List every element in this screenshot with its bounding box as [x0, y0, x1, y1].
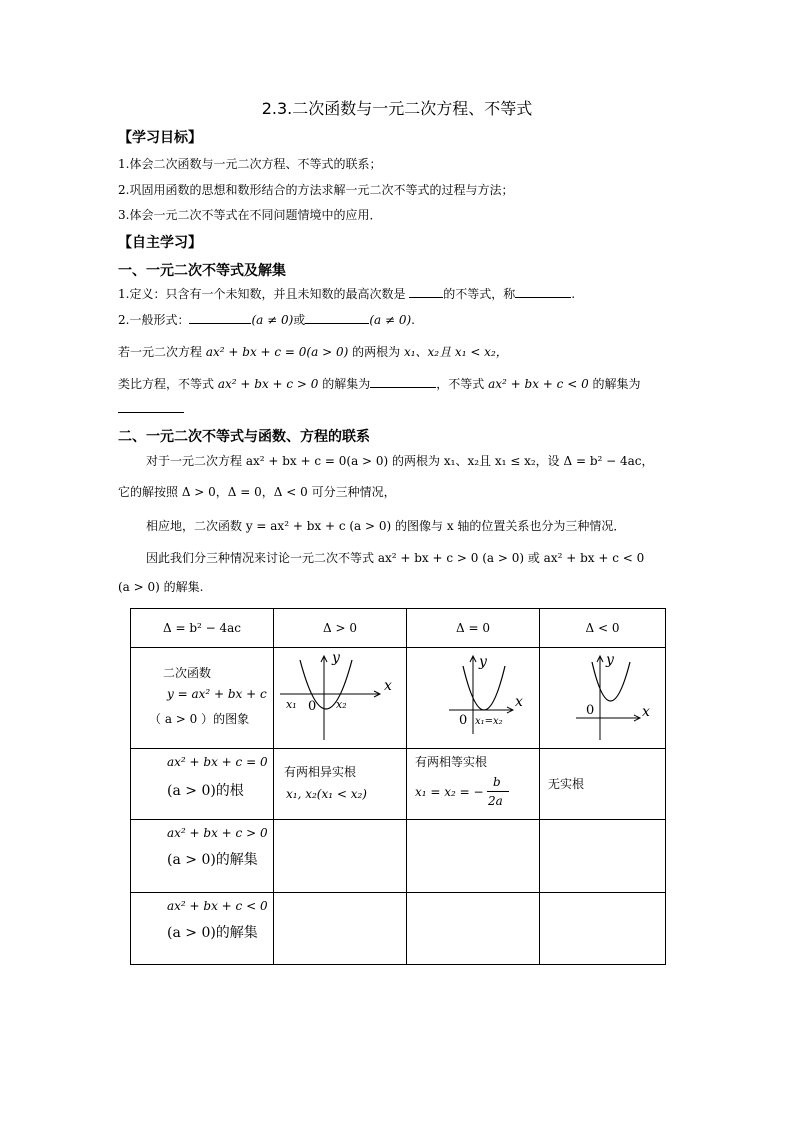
roots-text-b: 的两根为	[352, 345, 401, 359]
general-form-line	[118, 311, 415, 329]
form-cond1: (a ≠ 0)	[251, 313, 294, 327]
header-cell: Δ = b² − 4ac	[131, 609, 274, 648]
label-line: ax² + bx + c = 0	[167, 755, 268, 769]
header-cell: Δ > 0	[274, 609, 407, 648]
answer-cell[interactable]	[274, 893, 407, 965]
fraction-bar	[487, 791, 509, 792]
paragraph: 因此我们分三种情况来讨论一元二次不等式 ax² + bx + c > 0 (a > 0) 或 ax² + bx + c < 0	[146, 551, 645, 565]
y-axis-label: y	[479, 654, 487, 670]
blank-form2[interactable]	[305, 311, 369, 324]
answer-cell[interactable]	[274, 820, 407, 893]
row-label-graph	[131, 648, 274, 749]
answer-cell[interactable]	[407, 820, 540, 893]
graph-cell-delta-zero	[407, 648, 540, 749]
x-axis-label: x	[515, 694, 523, 710]
page-title: 2.3.二次函数与一元二次方程、不等式	[261, 99, 533, 118]
form-end: .	[411, 313, 415, 327]
origin-label: 0	[459, 713, 468, 728]
def-text-b: 的不等式，称	[443, 287, 516, 301]
label-line: 二次函数	[163, 666, 212, 680]
analog-ineq1: ax² + bx + c > 0	[217, 377, 319, 391]
analogy-line	[118, 375, 641, 393]
comparison-table	[130, 608, 666, 965]
paragraph: 它的解按照 Δ > 0，Δ = 0，Δ < 0 可分三种情况，	[118, 485, 396, 499]
row-label-roots	[131, 749, 274, 820]
parabola-no-roots-graph	[540, 648, 665, 745]
origin-label: 0	[308, 699, 317, 714]
double-root-label: x₁=x₂	[475, 716, 503, 727]
paragraph: (a > 0) 的解集.	[118, 580, 204, 594]
blank-name[interactable]	[515, 285, 571, 298]
self-study-heading: 【自主学习】	[118, 235, 202, 251]
header-cell: Δ < 0	[540, 609, 666, 648]
roots-text: 有两相异实根	[284, 765, 357, 779]
analog-text-c: ，不等式	[436, 377, 485, 391]
roots-expression: x₁, x₂(x₁ < x₂)	[286, 787, 367, 801]
x-axis-label: x	[384, 678, 392, 694]
def-text-a: 1.定义：只含有一个未知数，并且未知数的最高次数是	[118, 287, 406, 301]
roots-cell-none	[540, 749, 666, 820]
analogy-line-2	[118, 400, 184, 418]
roots-equation: ax² + bx + c = 0(a > 0)	[205, 345, 349, 359]
roots-cell-distinct	[274, 749, 407, 820]
form-cond2: (a ≠ 0)	[369, 313, 412, 327]
y-axis-label: y	[606, 652, 614, 668]
goals-heading: 【学习目标】	[118, 130, 202, 146]
label-line: (a > 0)的解集	[167, 852, 258, 868]
blank-solution2[interactable]	[118, 400, 184, 413]
roots-cell-equal	[407, 749, 540, 820]
roots-text-c: x₁、x₂且 x₁ < x₂，	[403, 345, 508, 359]
roots-text: 无实根	[548, 777, 585, 791]
roots-text: 有两相等实根	[415, 755, 488, 769]
fraction-numerator: b	[493, 775, 501, 789]
label-line: (a > 0)的解集	[167, 925, 258, 941]
part1-heading: 一、一元二次不等式及解集	[118, 263, 286, 279]
root-x2-label: x₂	[336, 698, 347, 711]
answer-cell[interactable]	[540, 893, 666, 965]
analog-text-b: 的解集为	[322, 377, 371, 391]
part2-heading: 二、一元二次不等式与函数、方程的联系	[118, 429, 370, 445]
fraction-denominator: 2a	[488, 794, 503, 808]
blank-solution1[interactable]	[370, 375, 436, 388]
answer-cell[interactable]	[540, 820, 666, 893]
parabola-double-root-graph	[407, 648, 539, 745]
graph-cell-delta-negative	[540, 648, 666, 749]
roots-expression: x₁ = x₂ = −	[415, 785, 484, 799]
origin-label: 0	[586, 703, 595, 718]
definition-line	[118, 285, 575, 303]
roots-text-a: 若一元二次方程	[118, 345, 203, 359]
analog-text-d: 的解集为	[592, 377, 641, 391]
blank-degree[interactable]	[409, 285, 443, 298]
label-line: ax² + bx + c < 0	[167, 899, 268, 913]
def-text-c: .	[571, 287, 576, 301]
y-axis-label: y	[332, 650, 340, 666]
analog-text-a: 类比方程，不等式	[118, 377, 215, 391]
root-x1-label: x₁	[286, 698, 297, 711]
label-line: (a > 0)的根	[167, 783, 244, 799]
header-cell: Δ = 0	[407, 609, 540, 648]
paragraph: 相应地，二次函数 y = ax² + bx + c (a > 0) 的图像与 x 轴的位置关系也分为三种情况．	[146, 519, 626, 533]
form-text-a: 2.一般形式：	[118, 313, 190, 327]
goal-item: 2.巩固用函数的思想和数形结合的方法求解一元二次不等式的过程与方法；	[118, 183, 514, 197]
label-line: y = ax² + bx + c	[167, 687, 267, 701]
answer-cell[interactable]	[407, 893, 540, 965]
blank-form1[interactable]	[189, 311, 251, 324]
goal-item: 1.体会二次函数与一元二次方程、不等式的联系；	[118, 157, 382, 171]
form-or: 或	[293, 313, 306, 327]
parabola-two-roots-graph	[274, 648, 406, 745]
analog-ineq2: ax² + bx + c < 0	[488, 377, 589, 391]
row-label-greater	[131, 820, 274, 893]
graph-cell-delta-positive	[274, 648, 407, 749]
goal-item: 3.体会一元二次不等式在不同问题情境中的应用．	[118, 208, 382, 222]
paragraph: 对于一元二次方程 ax² + bx + c = 0(a > 0) 的两根为 x₁、x₂且 x₁ ≤ x₂，设 Δ = b² − 4ac，	[146, 454, 654, 468]
x-axis-label: x	[642, 704, 650, 720]
row-label-less	[131, 893, 274, 965]
label-line: ax² + bx + c > 0	[167, 826, 268, 840]
label-line: （ a > 0 ）的图象	[149, 712, 250, 726]
roots-line	[118, 343, 508, 361]
